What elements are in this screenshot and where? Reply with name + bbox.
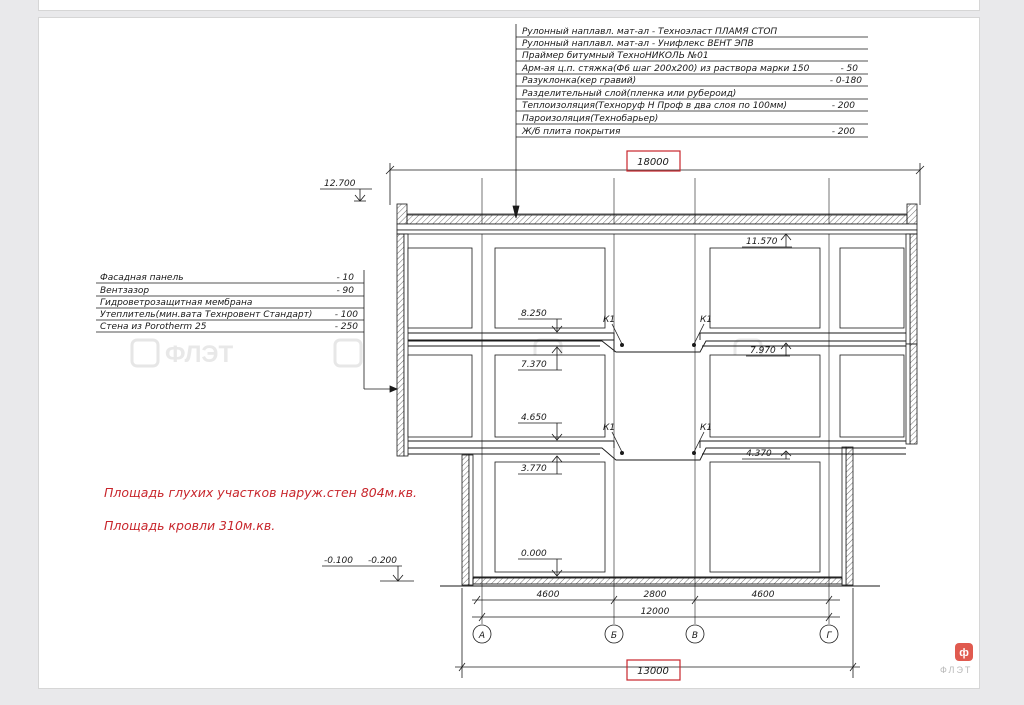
wall-layer-thickness: - 250: [334, 322, 358, 332]
span-total: 12000: [640, 607, 670, 617]
wall-layers-text: [100, 273, 358, 332]
roof-layer-name: Ж/б плита покрытия: [522, 127, 621, 137]
axis-label-a: А: [478, 631, 486, 641]
roof-layer-name: Арм-ая ц.п. стяжка(Ф6 шаг 200х200) из раствора марки 150: [522, 64, 810, 74]
level-label: 3.770: [521, 464, 547, 474]
outer-walls: [397, 234, 917, 585]
roof-layer-thickness: - 200: [831, 101, 855, 111]
level-label: 11.570: [746, 237, 778, 247]
window-openings: [408, 248, 904, 572]
roof-layer-name: Рулонный наплавл. мат-ал - Техноэласт ПЛАМЯ СТОП: [522, 27, 778, 37]
roof-area-note: Площадь кровли 310м.кв.: [104, 518, 276, 533]
roof-buildup: [397, 204, 917, 234]
wall-layer-name: Стена из Porotherm 25: [100, 322, 207, 332]
level-label: 7.370: [521, 360, 547, 370]
node-k1-label: К1: [700, 315, 713, 325]
roof-layer-name: Разуклонка(кер гравий): [522, 76, 637, 86]
roof-layer-thickness: - 50: [840, 64, 858, 74]
span-bv: 2800: [643, 590, 667, 600]
roof-layers-text: [521, 27, 862, 137]
bottom-dimension-labels: [537, 590, 775, 677]
brand-watermark: [940, 643, 973, 675]
span-ab: 4600: [536, 590, 560, 600]
axis-labels: [478, 631, 833, 641]
wall-layer-thickness: - 90: [336, 286, 354, 296]
node-k1-label: К1: [603, 423, 616, 433]
wall-layer-name: Утеплитель(мин.вата Технровент Стандарт): [100, 310, 313, 320]
level-label: -0.200: [368, 556, 398, 566]
wall-layer-name: Фасадная панель: [100, 273, 184, 283]
level-label: -0.100: [324, 556, 354, 566]
node-k1-label: К1: [700, 423, 713, 433]
wall-layer-thickness: - 100: [334, 310, 358, 320]
overall-width-bottom: 13000: [637, 666, 669, 677]
wall-area-note: Площадь глухих участков наруж.стен 804м.кв.: [104, 485, 417, 500]
wall-layer-thickness: - 10: [336, 273, 354, 283]
axis-label-v: В: [691, 631, 699, 641]
overall-width-top: 18000: [637, 157, 669, 168]
level-marker-top: [320, 189, 372, 201]
watermark-text: ФЛЭТ: [165, 341, 234, 368]
axis-label-b: Б: [610, 631, 618, 641]
wall-layer-name: Гидроветрозащитная мембрана: [100, 298, 253, 308]
axis-label-g: Г: [826, 631, 832, 641]
node-callouts: [612, 324, 704, 455]
level-label: 8.250: [521, 309, 547, 319]
node-callout-labels: [603, 315, 712, 433]
roof-layer-thickness: - 200: [831, 127, 855, 137]
level-label: 4.650: [521, 413, 547, 423]
roof-layer-name: Рулонный наплавл. мат-ал - Унифлекс ВЕНТ ЭПВ: [522, 39, 754, 49]
brand-logo-glyph: ф: [959, 647, 969, 659]
level-top: 12.700: [324, 179, 356, 189]
span-vg: 4600: [751, 590, 775, 600]
brand-name: ФЛЭТ: [940, 665, 973, 675]
level-label: 7.970: [750, 346, 776, 356]
roof-layer-name: Разделительный слой(пленка или рубероид): [522, 89, 737, 99]
level-label: 0.000: [521, 549, 547, 559]
node-k1-label: К1: [603, 315, 616, 325]
axis-bubbles: [473, 625, 838, 643]
level-label: 4.370: [746, 449, 772, 459]
wall-layer-name: Вентзазор: [100, 286, 150, 296]
roof-layer-thickness: - 0-180: [829, 76, 862, 86]
floor-slabs: [408, 333, 906, 586]
roof-layer-name: Праймер битумный ТехноНИКОЛЬ №01: [522, 51, 709, 61]
roof-layer-name: Пароизоляция(Технобарьер): [522, 114, 659, 124]
roof-layer-name: Теплоизоляция(Техноруф Н Проф в два слоя по 100мм): [522, 101, 787, 111]
